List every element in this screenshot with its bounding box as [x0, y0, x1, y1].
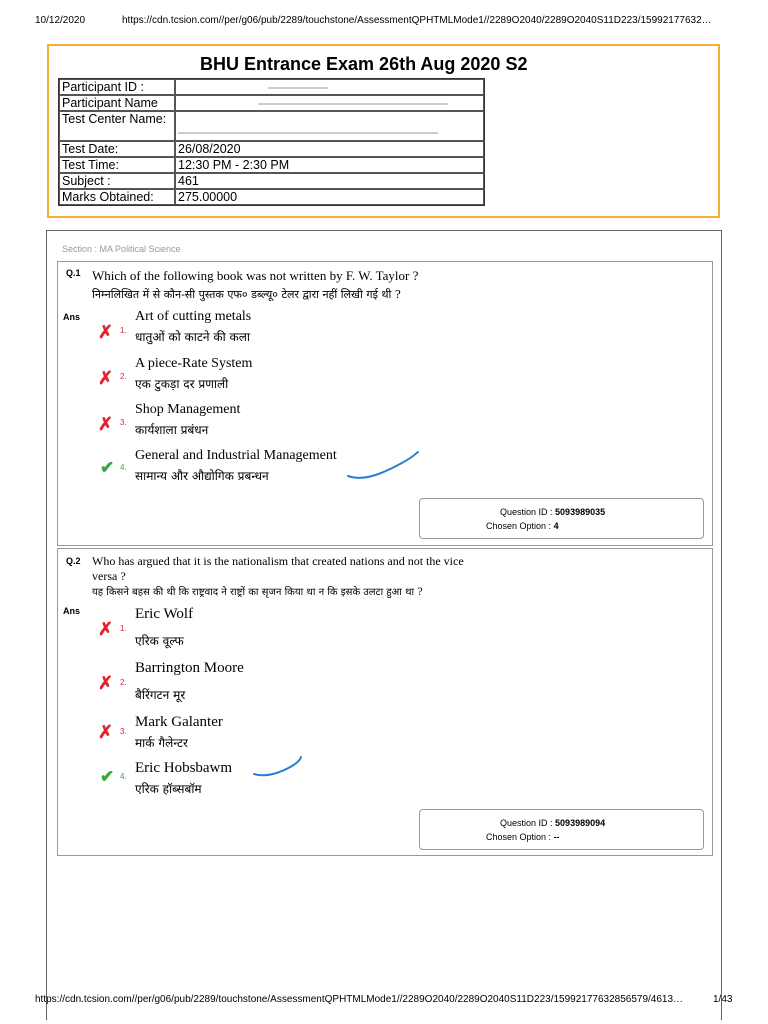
option-text-en: Mark Galanter	[135, 714, 223, 730]
option-text-en: A piece-Rate System	[135, 356, 253, 371]
redacted-value	[258, 103, 448, 105]
question-id-label: Question ID :	[500, 507, 553, 517]
option-text-en: Shop Management	[135, 402, 241, 417]
pen-mark	[340, 448, 420, 483]
option-text-hi: एरिक वूल्फ	[135, 634, 184, 648]
option-number: 3.	[120, 727, 127, 736]
option-number: 4.	[120, 772, 127, 781]
cross-icon: ✗	[98, 722, 114, 742]
info-row	[59, 173, 484, 189]
option-text-hi: एक टुकड़ा दर प्रणाली	[135, 377, 229, 391]
question-text-en: Who has argued that it is the nationalism that created nations and not the vice	[92, 554, 464, 568]
question-text-en: Which of the following book was not written by F. W. Taylor ?	[92, 268, 419, 283]
pen-mark	[248, 754, 304, 780]
info-value: 461	[175, 173, 484, 189]
question-info-box	[419, 498, 704, 539]
option-text-hi: मार्क गैलेन्टर	[135, 736, 188, 750]
print-footer-url: https://cdn.tcsion.com//per/g06/pub/2289/touchstone/AssessmentQPHTMLMode1//2289O2040/2289O2040S11D223/15992177632856579/4613…	[35, 994, 684, 1005]
info-label: Test Center Name:	[59, 111, 175, 141]
question-info-box	[419, 809, 704, 850]
question-id	[500, 818, 605, 828]
info-value	[175, 95, 484, 111]
info-value: 26/08/2020	[175, 141, 484, 157]
question-text-en-cont: versa ?	[92, 569, 126, 583]
option-number: 2.	[120, 678, 127, 687]
question-id-value: 5093989035	[555, 507, 606, 517]
cross-icon: ✗	[98, 414, 114, 434]
info-row	[59, 189, 484, 205]
exam-title: BHU Entrance Exam 26th Aug 2020 S2	[200, 54, 528, 74]
cross-icon: ✗	[98, 673, 114, 693]
question-id-label: Question ID :	[500, 818, 553, 828]
option-number: 1.	[120, 624, 127, 633]
option-text-hi: सामान्य और औद्योगिक प्रबन्धन	[135, 469, 269, 483]
question-number: Q.1	[66, 268, 81, 278]
info-row	[59, 157, 484, 173]
chosen-option	[486, 521, 559, 531]
info-label: Subject :	[59, 173, 175, 189]
question-id	[500, 507, 605, 517]
info-value	[175, 111, 484, 141]
info-label: Participant ID :	[59, 79, 175, 95]
info-row	[59, 95, 484, 111]
option-text-en: Art of cutting metals	[135, 309, 252, 324]
option-number: 1.	[120, 326, 127, 335]
print-url: https://cdn.tcsion.com//per/g06/pub/2289/touchstone/AssessmentQPHTMLMode1//2289O2040/2289O2040S11D223/15992177632…	[122, 15, 712, 26]
chosen-option-label: Chosen Option :	[486, 521, 552, 531]
option-text-en: Eric Wolf	[135, 606, 194, 622]
option-text-en: General and Industrial Management	[135, 448, 337, 463]
cross-icon: ✗	[98, 322, 114, 342]
cross-icon: ✗	[98, 619, 114, 639]
check-icon: ✔	[100, 458, 115, 477]
question-id-value: 5093989094	[555, 818, 606, 828]
info-value: 12:30 PM - 2:30 PM	[175, 157, 484, 173]
participant-info-table	[58, 78, 485, 206]
redacted-value	[268, 87, 328, 89]
chosen-option-label: Chosen Option :	[486, 832, 552, 842]
redacted-value	[178, 132, 438, 134]
option-text-hi: एरिक हॉब्सबॉम	[135, 782, 202, 796]
chosen-option	[486, 832, 560, 842]
info-row	[59, 141, 484, 157]
cross-icon: ✗	[98, 368, 114, 388]
question-text-hi: निम्नलिखित में से कौन-सी पुस्तक एफ० डब्ल्यू० टेलर द्वारा नहीं लिखी गई थी ?	[92, 288, 401, 301]
info-label: Marks Obtained:	[59, 189, 175, 205]
option-text-hi: धातुओं को काटने की कला	[135, 330, 250, 344]
page-number: 1/43	[713, 994, 733, 1005]
print-date: 10/12/2020	[35, 15, 86, 26]
option-number: 2.	[120, 372, 127, 381]
info-value	[175, 79, 484, 95]
question-text-hi: यह किसने बहस की थी कि राष्ट्रवाद ने राष्ट्रों का सृजन किया था न कि इसके उलटा हुआ था ?	[92, 587, 423, 598]
option-text-en: Eric Hobsbawm	[135, 760, 233, 776]
check-icon: ✔	[100, 767, 115, 786]
info-label: Test Date:	[59, 141, 175, 157]
answer-label: Ans	[63, 606, 81, 616]
answer-label: Ans	[63, 312, 81, 322]
chosen-option-value: 4	[553, 521, 559, 531]
info-row	[59, 79, 484, 95]
option-text-hi: बैरिंगटन मूर	[135, 688, 186, 702]
info-value: 275.00000	[175, 189, 484, 205]
info-label: Participant Name	[59, 95, 175, 111]
option-text-en: Barrington Moore	[135, 660, 244, 676]
option-text-hi: कार्यशाला प्रबंधन	[135, 423, 209, 437]
section-label: Section : MA Political Science	[62, 244, 181, 254]
option-number: 4.	[120, 463, 127, 472]
info-label: Test Time:	[59, 157, 175, 173]
info-row	[59, 111, 484, 141]
question-number: Q.2	[66, 556, 81, 566]
chosen-option-value: --	[553, 832, 560, 842]
option-number: 3.	[120, 418, 127, 427]
